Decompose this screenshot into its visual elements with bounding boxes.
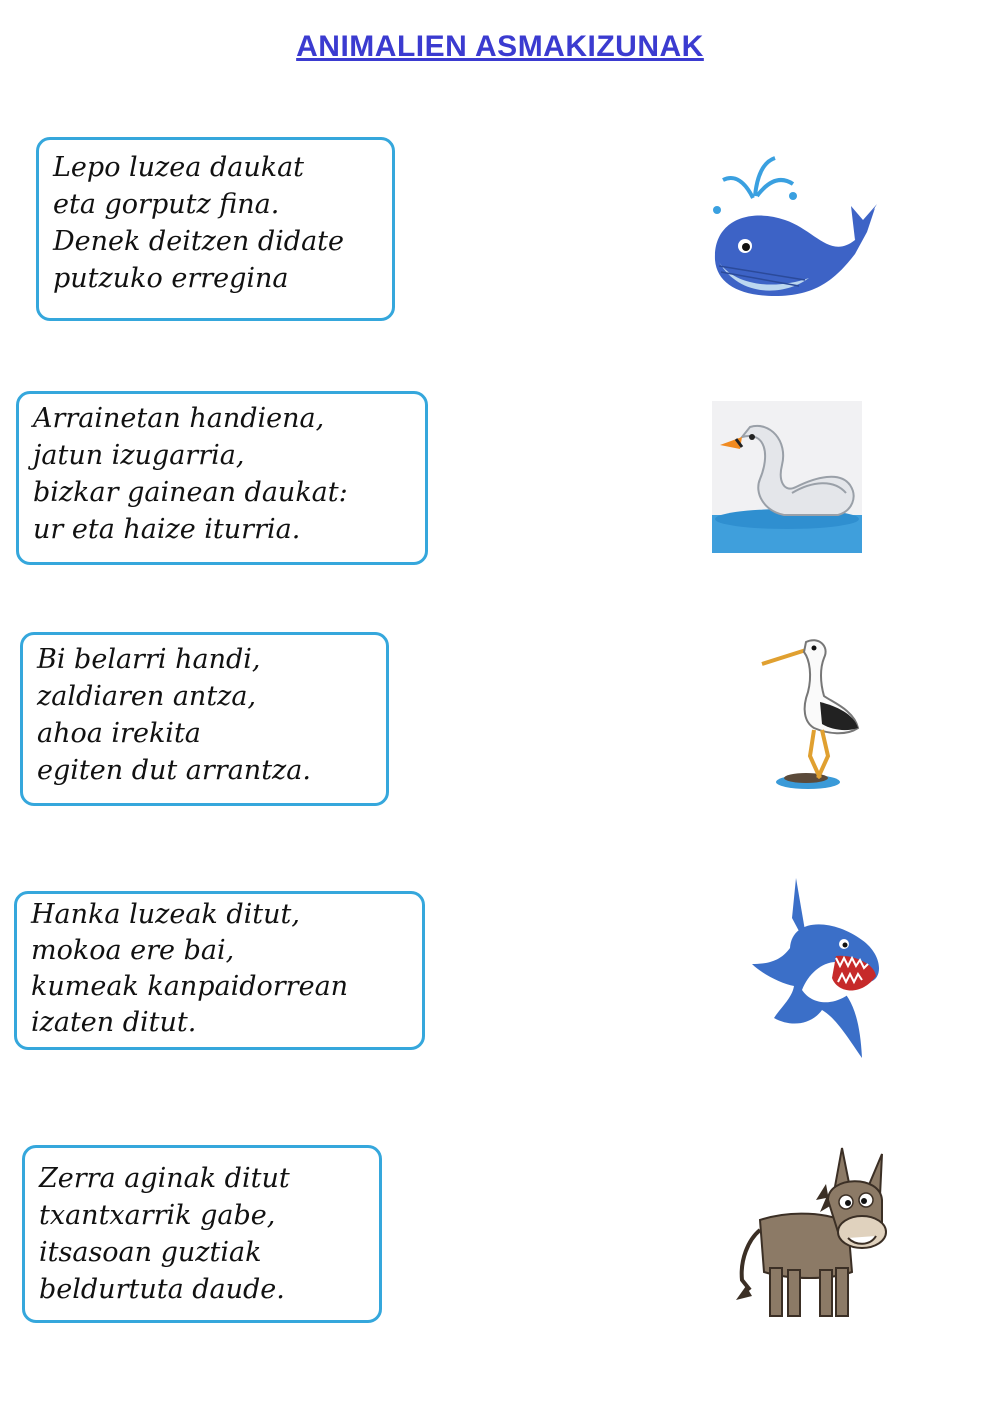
riddle-box-3	[20, 632, 389, 806]
riddle-box-1	[36, 137, 395, 321]
riddle-line: Hanka luzeak ditut,	[31, 899, 300, 930]
riddle-line: Arrainetan handiena,	[33, 403, 325, 434]
riddle-line: kumeak kanpaidorrean	[31, 971, 349, 1002]
riddle-line: beldurtuta daude.	[39, 1274, 285, 1305]
riddle-line: Bi belarri handi,	[37, 644, 261, 675]
riddle-line: egiten dut arrantza.	[37, 755, 311, 786]
riddle-line: itsasoan guztiak	[39, 1237, 262, 1268]
riddle-box-4	[14, 891, 425, 1050]
riddle-line: eta gorputz fina.	[53, 189, 280, 220]
riddle-line: txantxarrik gabe,	[39, 1200, 276, 1231]
shark-icon	[752, 878, 884, 1062]
riddle-line: ahoa irekita	[37, 718, 201, 749]
riddle-line: bizkar gainean daukat:	[33, 477, 348, 508]
whale-icon	[705, 150, 880, 300]
riddle-line: ur eta haize iturria.	[33, 514, 301, 545]
riddle-line: Denek deitzen didate	[53, 226, 344, 257]
stork-icon	[758, 632, 864, 794]
swan-icon	[712, 401, 862, 553]
riddle-line: izaten ditut.	[31, 1007, 197, 1038]
riddle-line: jatun izugarria,	[33, 440, 245, 471]
donkey-icon	[730, 1140, 900, 1325]
riddle-line: mokoa ere bai,	[31, 935, 235, 966]
riddle-box-2	[16, 391, 428, 565]
riddle-line: putzuko erregina	[53, 263, 289, 294]
riddle-line: zaldiaren antza,	[37, 681, 257, 712]
riddle-box-5	[22, 1145, 382, 1323]
riddle-line: Lepo luzea daukat	[53, 152, 305, 183]
page-title: ANIMALIEN ASMAKIZUNAK	[296, 30, 704, 63]
riddle-line: Zerra aginak ditut	[39, 1163, 290, 1194]
